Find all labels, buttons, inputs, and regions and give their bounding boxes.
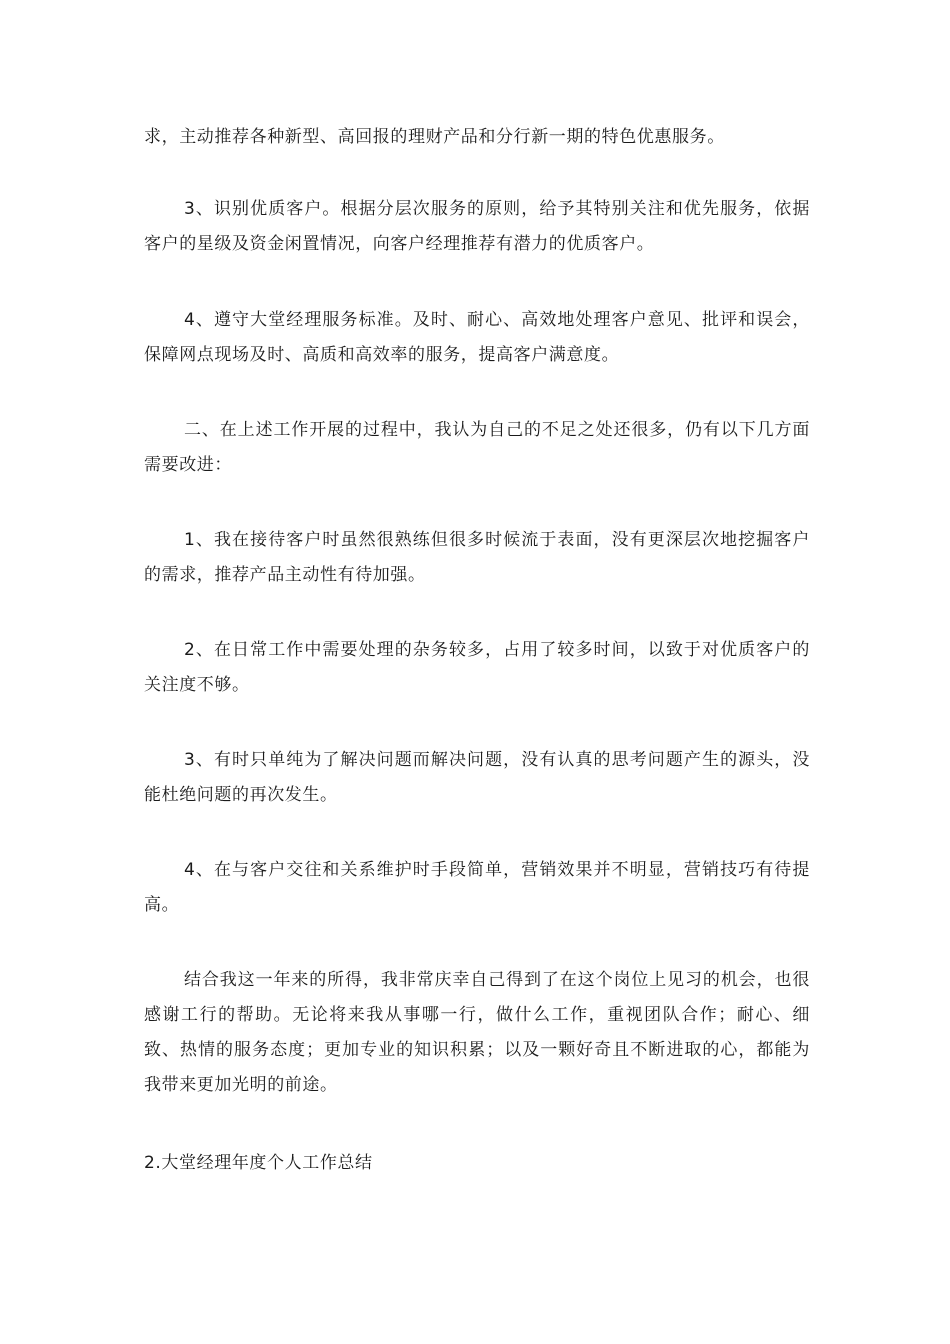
paragraph-conclusion: 结合我这一年来的所得，我非常庆幸自己得到了在这个岗位上见习的机会，也很感谢工行的帮助。无论将来我从事哪一行，做什么工作，重视团队合作；耐心、细致、热情的服务态度；更加专业的知识积累；以及一颗好奇且不断进取的心，都能为我带来更加光明的前途。 (144, 970, 810, 1095)
paragraph-shortcoming-2: 2、在日常工作中需要处理的杂务较多，占用了较多时间，以致于对优质客户的关注度不够。 (144, 640, 810, 695)
paragraph-shortcoming-4: 4、在与客户交往和关系维护时手段简单，营销效果并不明显，营销技巧有待提高。 (144, 860, 810, 915)
paragraph-continuation: 求，主动推荐各种新型、高回报的理财产品和分行新一期的特色优惠服务。 (144, 127, 725, 147)
paragraph-item-3-identify-clients: 3、识别优质客户。根据分层次服务的原则，给予其特别关注和优先服务，依据客户的星级及资金闲置情况，向客户经理推荐有潜力的优质客户。 (144, 199, 810, 254)
paragraph-shortcoming-1: 1、我在接待客户时虽然很熟练但很多时候流于表面，没有更深层次地挖掘客户的需求，推荐产品主动性有待加强。 (144, 530, 810, 585)
paragraph-section-two: 二、在上述工作开展的过程中，我认为自己的不足之处还很多，仍有以下几方面需要改进： (144, 420, 810, 475)
paragraph-item-4-service-standard: 4、遵守大堂经理服务标准。及时、耐心、高效地处理客户意见、批评和误会，保障网点现场及时、高质和高效率的服务，提高客户满意度。 (144, 310, 810, 365)
paragraph-shortcoming-3: 3、有时只单纯为了解决问题而解决问题，没有认真的思考问题产生的源头，没能杜绝问题的再次发生。 (144, 750, 810, 805)
section-heading: 2.大堂经理年度个人工作总结 (144, 1153, 373, 1173)
